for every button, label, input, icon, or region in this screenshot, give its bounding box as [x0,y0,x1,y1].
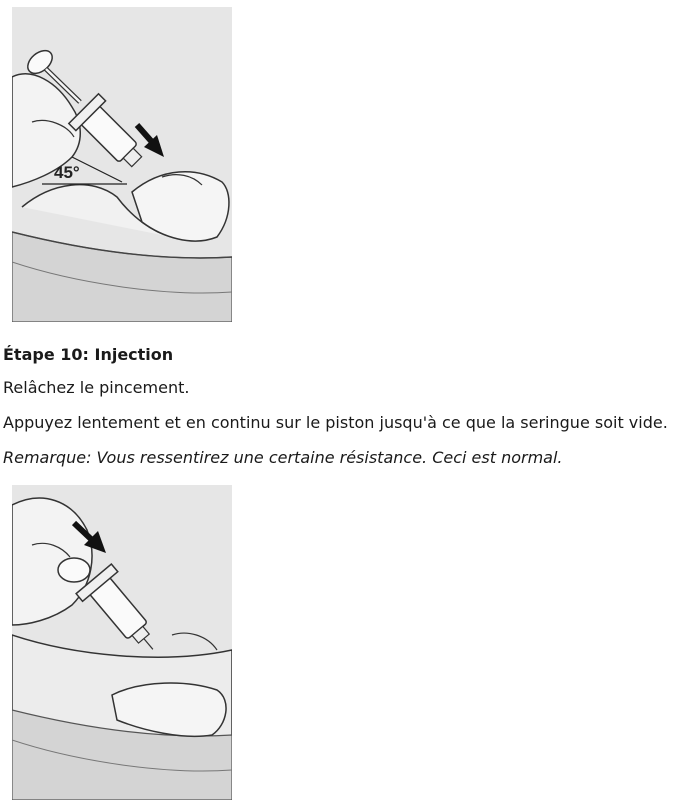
illustration-syringe-insert-45 [12,7,232,322]
instruction-release-pinch: Relâchez le pincement. [3,378,190,397]
angle-label: 45° [54,163,80,182]
illustration-syringe-plunger-push [12,485,232,800]
instruction-push-plunger: Appuyez lentement et en continu sur le piston jusqu'à ce que la seringue soit vide. [3,413,668,432]
step-title: Étape 10: Injection [3,345,174,364]
note-text: Remarque: Vous ressentirez une certaine résistance. Ceci est normal. [3,448,563,467]
